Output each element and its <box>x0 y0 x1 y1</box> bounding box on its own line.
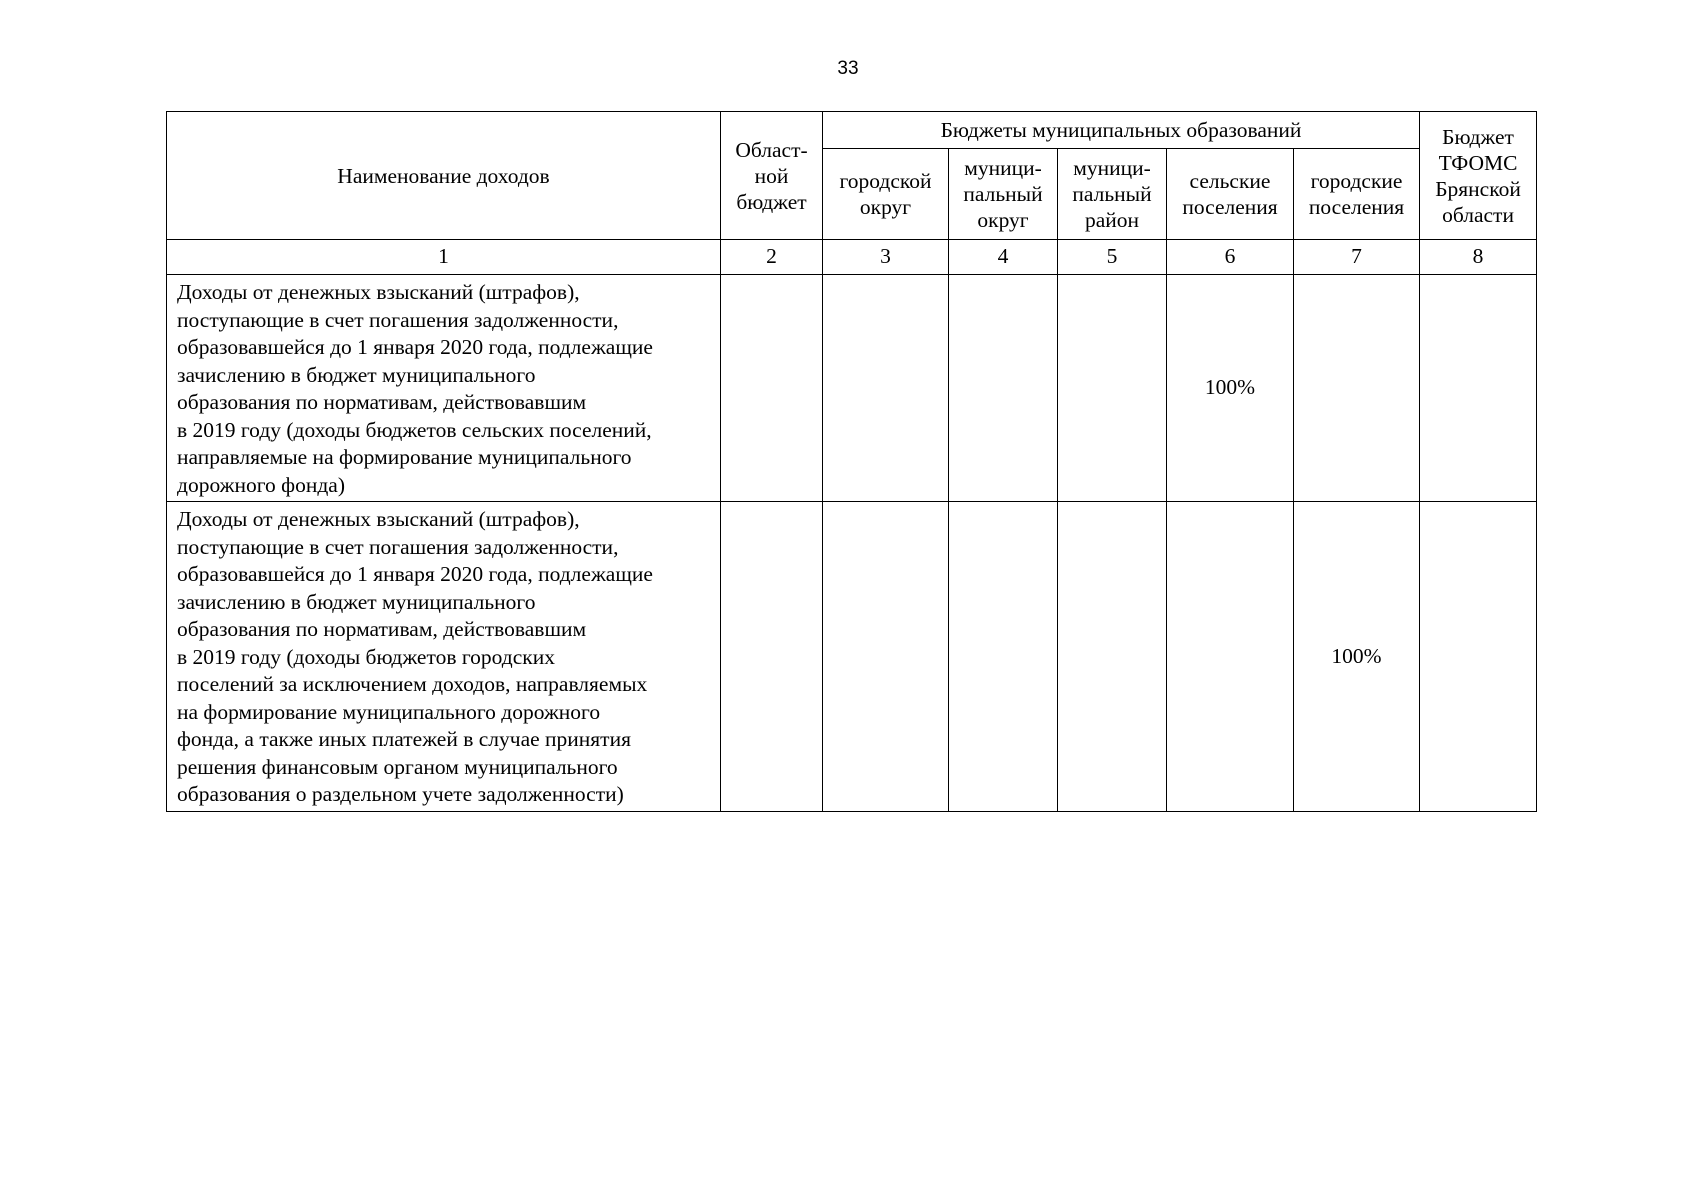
column-number: 2 <box>721 240 823 275</box>
header-regional-budget: Област- ной бюджет <box>721 112 823 240</box>
header-municipal-district: муници- пальный округ <box>949 149 1058 240</box>
value-cell <box>823 502 949 812</box>
table-row <box>167 502 1537 812</box>
column-number: 5 <box>1058 240 1167 275</box>
value-cell <box>1420 275 1537 502</box>
value-cell <box>823 275 949 502</box>
header-rural-settlements: сельские поселения <box>1167 149 1294 240</box>
header-tfoms-budget: Бюджет ТФОМС Брянской области <box>1420 112 1537 240</box>
value-cell <box>1167 502 1294 812</box>
value-cell <box>721 502 823 812</box>
value-cell: 100% <box>1167 275 1294 502</box>
value-cell <box>1294 275 1420 502</box>
table-row <box>167 275 1537 502</box>
column-number: 3 <box>823 240 949 275</box>
page-number: 33 <box>837 58 859 79</box>
column-number: 1 <box>167 240 721 275</box>
column-number: 8 <box>1420 240 1537 275</box>
header-income-name: Наименование доходов <box>167 112 721 240</box>
income-name-cell: Доходы от денежных взысканий (штрафов), поступающие в счет погашения задолженности, образовавшейся до 1 января 2020 года, подлежащие зачислению в бюджет муниципального образования по нормативам, действовавшим в 2019 году (доходы бюджетов сельских поселений, направляемые на формирование муниципального дорожного фонда) <box>167 275 721 502</box>
header-city-district: городской округ <box>823 149 949 240</box>
column-number: 7 <box>1294 240 1420 275</box>
value-cell <box>1420 502 1537 812</box>
income-distribution-table <box>166 111 1537 812</box>
header-urban-settlements: городские поселения <box>1294 149 1420 240</box>
column-number: 6 <box>1167 240 1294 275</box>
income-name-cell: Доходы от денежных взысканий (штрафов), поступающие в счет погашения задолженности, образовавшейся до 1 января 2020 года, подлежащие зачислению в бюджет муниципального образования по нормативам, действовавшим в 2019 году (доходы бюджетов городских поселений за исключением доходов, направляемых на формирование муниципального дорожного фонда, а также иных платежей в случае принятия решения финансовым органом муниципального образования о раздельном учете задолженности) <box>167 502 721 812</box>
value-cell <box>1058 502 1167 812</box>
header-municipal-region: муници- пальный район <box>1058 149 1167 240</box>
value-cell <box>949 502 1058 812</box>
value-cell <box>1058 275 1167 502</box>
header-municipal-budgets: Бюджеты муниципальных образований <box>823 112 1420 149</box>
value-cell <box>949 275 1058 502</box>
value-cell <box>721 275 823 502</box>
column-number: 4 <box>949 240 1058 275</box>
value-cell: 100% <box>1294 502 1420 812</box>
